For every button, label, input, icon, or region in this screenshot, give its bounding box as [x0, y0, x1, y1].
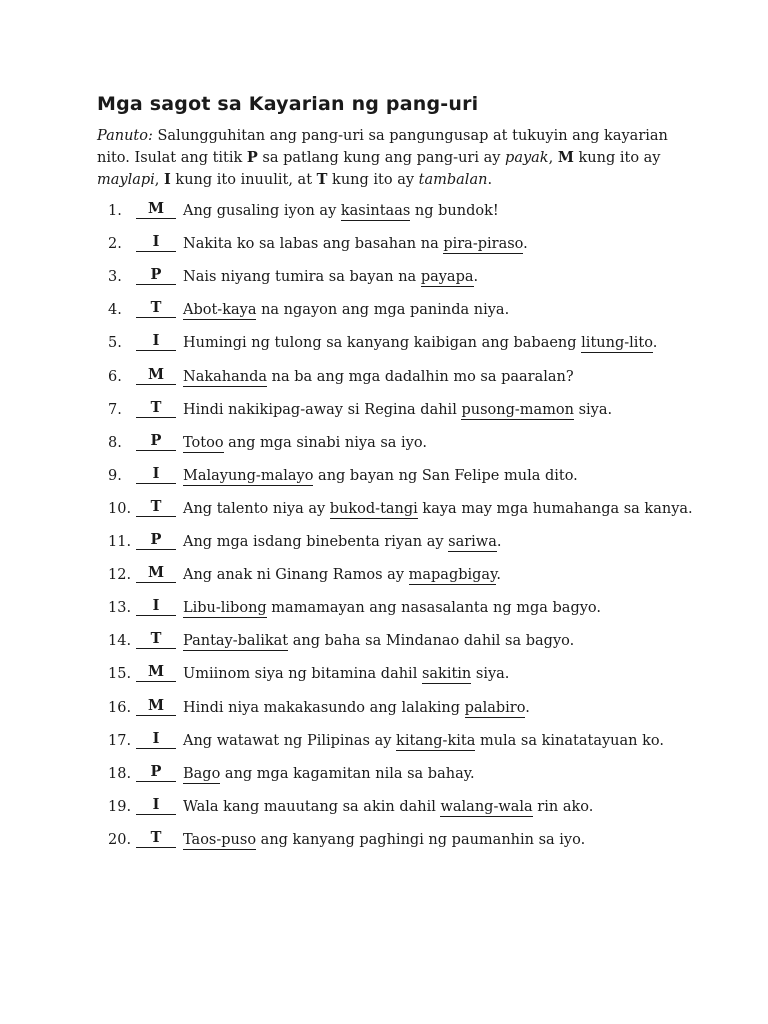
underlined-adjective: Pantay-balikat — [183, 633, 289, 650]
code-letter: I — [164, 171, 171, 188]
sentence-text: Ang mga isdang binebenta riyan ay — [183, 534, 449, 550]
list-item — [0, 432, 700, 454]
item-number: 20. — [108, 831, 132, 848]
sentence — [183, 564, 501, 586]
instructions-text: kung ito ay — [573, 150, 661, 166]
answer-blank: T — [136, 630, 176, 649]
sentence-text: Hindi niya makakasundo ang lalaking — [183, 699, 465, 716]
underlined-adjective: kasintaas — [340, 203, 411, 219]
underlined-adjective: Libu-libong — [183, 600, 267, 617]
sentence — [183, 266, 478, 288]
answer-blank: I — [136, 332, 176, 351]
sentence-text: Nais niyang tumira sa bayan na — [183, 269, 421, 286]
sentence-text: Ang watawat ng Pilipinas ay — [183, 732, 397, 749]
answer-blank: M — [136, 200, 176, 219]
sentence-text: . — [523, 236, 528, 253]
sentence-text: Umiinom siya ng bitamina dahil — [183, 666, 422, 683]
item-number: 16. — [108, 699, 132, 716]
list-item — [0, 697, 700, 719]
sentence — [183, 233, 528, 255]
list-item — [0, 796, 700, 818]
sentence-text: rin ako. — [532, 798, 594, 815]
item-number: 1. — [108, 203, 122, 219]
code-letter: T — [316, 171, 328, 188]
list-item — [0, 233, 700, 255]
answer-blank: M — [136, 697, 176, 716]
sentence — [183, 498, 693, 520]
instructions-lead: Panuto: — [97, 128, 153, 144]
answer-blank: T — [136, 299, 176, 318]
underlined-adjective: pira-piraso — [443, 236, 524, 253]
sentence — [183, 630, 574, 652]
instructions — [97, 126, 701, 191]
sentence-text: . — [473, 269, 479, 286]
list-item — [0, 266, 700, 288]
item-number: 11. — [108, 534, 132, 550]
answer-blank: M — [136, 564, 176, 583]
list-item — [0, 829, 700, 851]
underlined-adjective: payapa — [420, 269, 474, 286]
answer-blank: P — [136, 763, 176, 782]
item-number: 10. — [108, 500, 132, 517]
answer-blank: P — [136, 266, 176, 285]
answer-blank: I — [136, 233, 176, 252]
underlined-adjective: walang-wala — [440, 798, 533, 815]
instructions-text: sa patlang kung ang pang-uri ay — [257, 150, 506, 166]
list-item — [0, 299, 700, 321]
code-letter: M — [557, 149, 574, 166]
instructions-text: , — [548, 150, 558, 166]
answer-blank: I — [136, 597, 176, 616]
list-item — [0, 465, 700, 487]
answer-blank: P — [136, 432, 176, 451]
sentence-text: ang baha sa Mindanao dahil sa bagyo. — [288, 633, 575, 650]
list-item — [0, 763, 700, 785]
item-number: 17. — [108, 732, 132, 749]
underlined-adjective: sakitin — [421, 666, 472, 683]
underlined-adjective: palabiro — [464, 699, 526, 716]
list-item — [0, 498, 700, 520]
instructions-text: , — [154, 172, 165, 188]
underlined-adjective: kitang-kita — [396, 732, 476, 749]
sentence-text: mula sa kinatatayuan ko. — [475, 732, 664, 749]
list-item — [0, 366, 700, 388]
sentence-text: ang mga sinabi niya sa iyo. — [223, 434, 427, 451]
sentence-text: Ang talento niya ay — [183, 500, 330, 517]
underlined-adjective: Abot-kaya — [183, 302, 257, 319]
answer-blank: P — [136, 531, 176, 550]
instructions-text: Salungguhitan ang pang-uri sa pangungusap at tukuyin ang kayarian nito. Isulat ang titik — [97, 128, 668, 166]
item-number: 7. — [108, 401, 122, 418]
sentence — [183, 200, 499, 222]
item-number: 4. — [108, 302, 122, 319]
sentence-text: ng bundok! — [410, 203, 499, 219]
sentence — [183, 432, 427, 454]
sentence-text: na ba ang mga dadalhin mo sa paaralan? — [267, 368, 574, 385]
instructions-text: . — [487, 172, 493, 188]
sentence — [183, 531, 501, 553]
sentence — [183, 763, 475, 785]
sentence — [183, 366, 574, 388]
underlined-adjective: Taos-puso — [183, 831, 257, 848]
underlined-adjective: Totoo — [183, 434, 224, 451]
sentence-text: . — [496, 534, 502, 550]
sentence-text: mamamayan ang nasasalanta ng mga bagyo. — [266, 600, 602, 617]
list-item — [0, 597, 700, 619]
item-number: 2. — [108, 236, 122, 253]
item-number: 13. — [108, 600, 132, 617]
underlined-adjective: sariwa — [448, 534, 497, 550]
sentence-text: siya. — [573, 401, 613, 418]
list-item — [0, 399, 700, 421]
sentence-text: . — [652, 335, 658, 352]
item-number: 5. — [108, 335, 122, 352]
sentence-text: . — [496, 567, 501, 584]
underlined-adjective: Malayung-malayo — [183, 467, 314, 484]
underlined-adjective: Nakahanda — [183, 368, 268, 385]
list-item — [0, 564, 700, 586]
sentence — [183, 796, 593, 818]
sentence-text: . — [525, 699, 530, 716]
item-number: 14. — [108, 633, 132, 650]
item-number: 9. — [108, 467, 122, 484]
item-number: 18. — [108, 765, 132, 782]
underlined-adjective: pusong-mamon — [461, 401, 574, 418]
underlined-adjective: litung-lito — [581, 335, 653, 352]
sentence — [183, 663, 509, 685]
sentence — [183, 730, 664, 752]
underlined-adjective: Bago — [183, 765, 221, 782]
answer-blank: T — [136, 829, 176, 848]
answer-blank: M — [136, 366, 176, 385]
list-item — [0, 531, 700, 553]
instructions-text: kung ito ay — [327, 172, 419, 188]
list-item — [0, 332, 700, 354]
item-number: 6. — [108, 368, 122, 385]
item-number: 12. — [108, 567, 132, 584]
sentence-text: na ngayon ang mga paninda niya. — [256, 302, 510, 319]
answer-blank: T — [136, 399, 176, 418]
list-item — [0, 200, 700, 222]
sentence — [183, 597, 601, 619]
sentence-text: Ang gusaling iyon ay — [183, 203, 341, 219]
sentence — [183, 697, 530, 719]
underlined-adjective: bukod-tangi — [329, 500, 418, 517]
page-title: Mga sagot sa Kayarian ng pang-uri — [97, 93, 479, 115]
sentence — [183, 299, 509, 321]
item-number: 19. — [108, 798, 132, 815]
term-italic: maylapi — [97, 172, 155, 188]
term-italic: tambalan — [418, 172, 488, 188]
answer-blank: I — [136, 796, 176, 815]
item-number: 8. — [108, 434, 122, 451]
term-italic: payak — [505, 150, 549, 166]
answer-blank: M — [136, 663, 176, 682]
sentence-text: siya. — [471, 666, 510, 683]
item-number: 3. — [108, 269, 122, 286]
sentence-text: Ang anak ni Ginang Ramos ay — [183, 567, 409, 584]
answer-blank: I — [136, 465, 176, 484]
answer-blank: T — [136, 498, 176, 517]
code-letter: P — [246, 149, 258, 166]
underlined-adjective: mapagbigay — [408, 567, 497, 584]
sentence — [183, 332, 657, 354]
sentence-text: ang bayan ng San Felipe mula dito. — [313, 467, 578, 484]
sentence — [183, 399, 612, 421]
sentence-text: Humingi ng tulong sa kanyang kaibigan ang babaeng — [183, 335, 582, 352]
instructions-text: kung ito inuulit, at — [170, 172, 317, 188]
list-item — [0, 730, 700, 752]
item-number: 15. — [108, 666, 132, 683]
answer-blank: I — [136, 730, 176, 749]
list-item — [0, 663, 700, 685]
sentence-text: Nakita ko sa labas ang basahan na — [183, 236, 444, 253]
sentence-text: kaya may mga humahanga sa kanya. — [417, 500, 693, 517]
sentence-text: ang kanyang paghingi ng paumanhin sa iyo. — [256, 831, 586, 848]
sentence-text: Hindi nakikipag-away si Regina dahil — [183, 401, 462, 418]
sentence-text: ang mga kagamitan nila sa bahay. — [220, 765, 475, 782]
sentence — [183, 829, 585, 851]
sentence — [183, 465, 578, 487]
list-item — [0, 630, 700, 652]
sentence-text: Wala kang mauutang sa akin dahil — [183, 798, 441, 815]
